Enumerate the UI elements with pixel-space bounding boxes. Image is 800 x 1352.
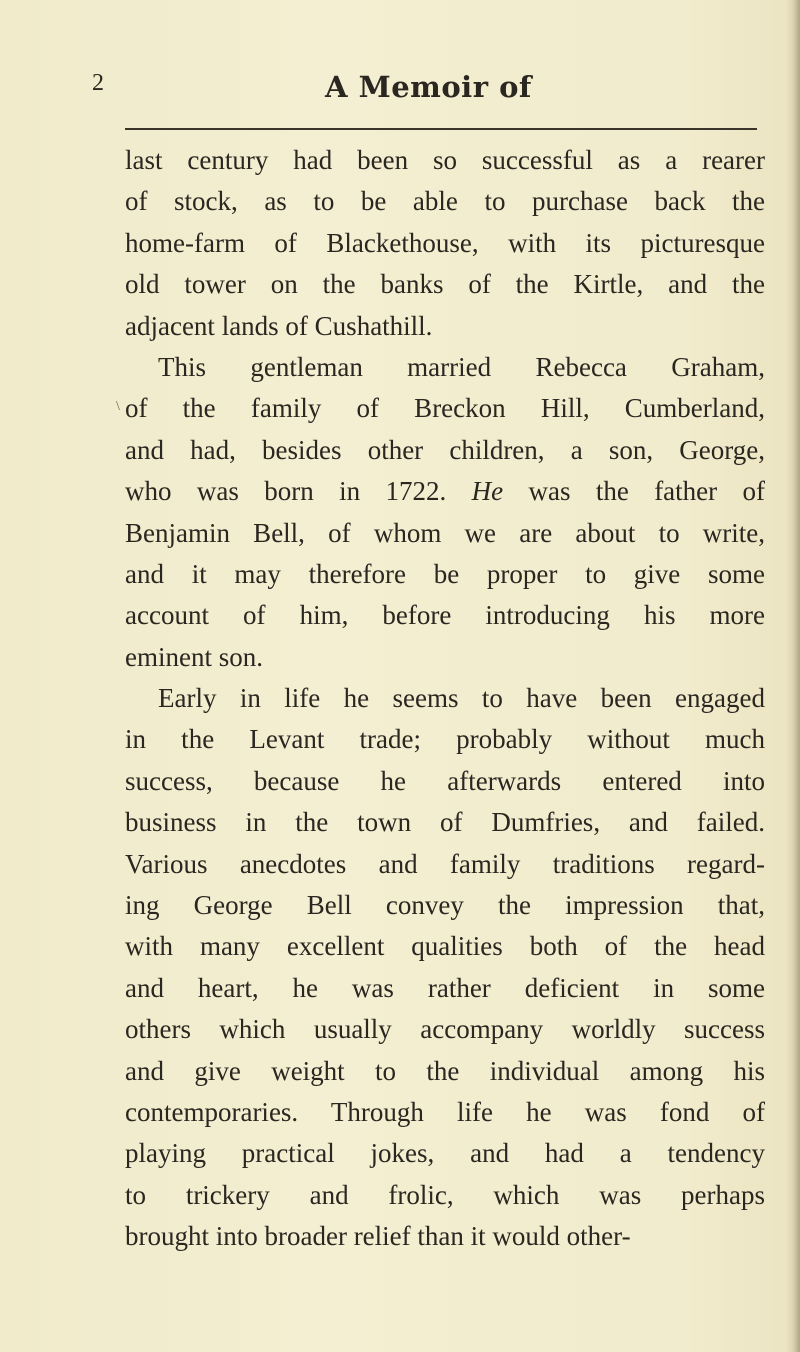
text-line: and it may therefore be proper to give some xyxy=(125,558,765,589)
header-rule xyxy=(125,128,757,130)
margin-mark: \ xyxy=(116,399,120,414)
text-line: and had, besides other children, a son, George, xyxy=(125,434,765,465)
text-segment: who was born in 1722. xyxy=(125,476,447,507)
text-line xyxy=(125,471,765,512)
text-line: in the Levant trade; probably without much xyxy=(125,724,765,755)
page-edge-shadow xyxy=(786,0,800,1352)
body-text xyxy=(125,140,765,1258)
text-line: Various anecdotes and family traditions regard- xyxy=(125,848,765,879)
text-line: contemporaries. Through life he was fond of xyxy=(125,1096,765,1127)
text-line: This gentleman married Rebecca Graham, xyxy=(158,351,765,382)
text-line: business in the town of Dumfries, and failed. xyxy=(125,807,765,838)
text-line: with many excellent qualities both of the head xyxy=(125,931,765,962)
text-line: last century had been so successful as a rearer xyxy=(125,145,765,175)
text-line: brought into broader relief than it would other- xyxy=(125,1221,631,1252)
text-line: account of him, before introducing his more xyxy=(125,600,765,631)
text-line: old tower on the banks of the Kirtle, and the xyxy=(125,269,765,300)
text-line: and give weight to the individual among his xyxy=(125,1055,765,1086)
page-header xyxy=(0,70,800,110)
text-line: Early in life he seems to have been engaged xyxy=(158,683,765,714)
text-line: others which usually accompany worldly success xyxy=(125,1014,765,1045)
text-line: adjacent lands of Cushathill. xyxy=(125,310,433,341)
text-line: of the family of Breckon Hill, Cumberland, xyxy=(125,393,765,424)
italic-word: He xyxy=(471,476,504,507)
text-line: Benjamin Bell, of whom we are about to write, xyxy=(125,517,765,548)
text-segment: was the father of xyxy=(528,476,766,507)
text-line: to trickery and frolic, which was perhaps xyxy=(125,1179,765,1210)
text-line: and heart, he was rather deficient in some xyxy=(125,972,765,1003)
running-head: A Memoir of xyxy=(325,70,532,104)
text-line: home-farm of Blackethouse, with its picturesque xyxy=(125,227,765,258)
text-line: of stock, as to be able to purchase back the xyxy=(125,186,765,217)
page-number: 2 xyxy=(92,70,104,96)
text-line: playing practical jokes, and had a tendency xyxy=(125,1138,765,1169)
text-line: ing George Bell convey the impression that, xyxy=(125,890,765,921)
text-line: success, because he afterwards entered into xyxy=(125,765,765,796)
text-line: eminent son. xyxy=(125,641,263,672)
